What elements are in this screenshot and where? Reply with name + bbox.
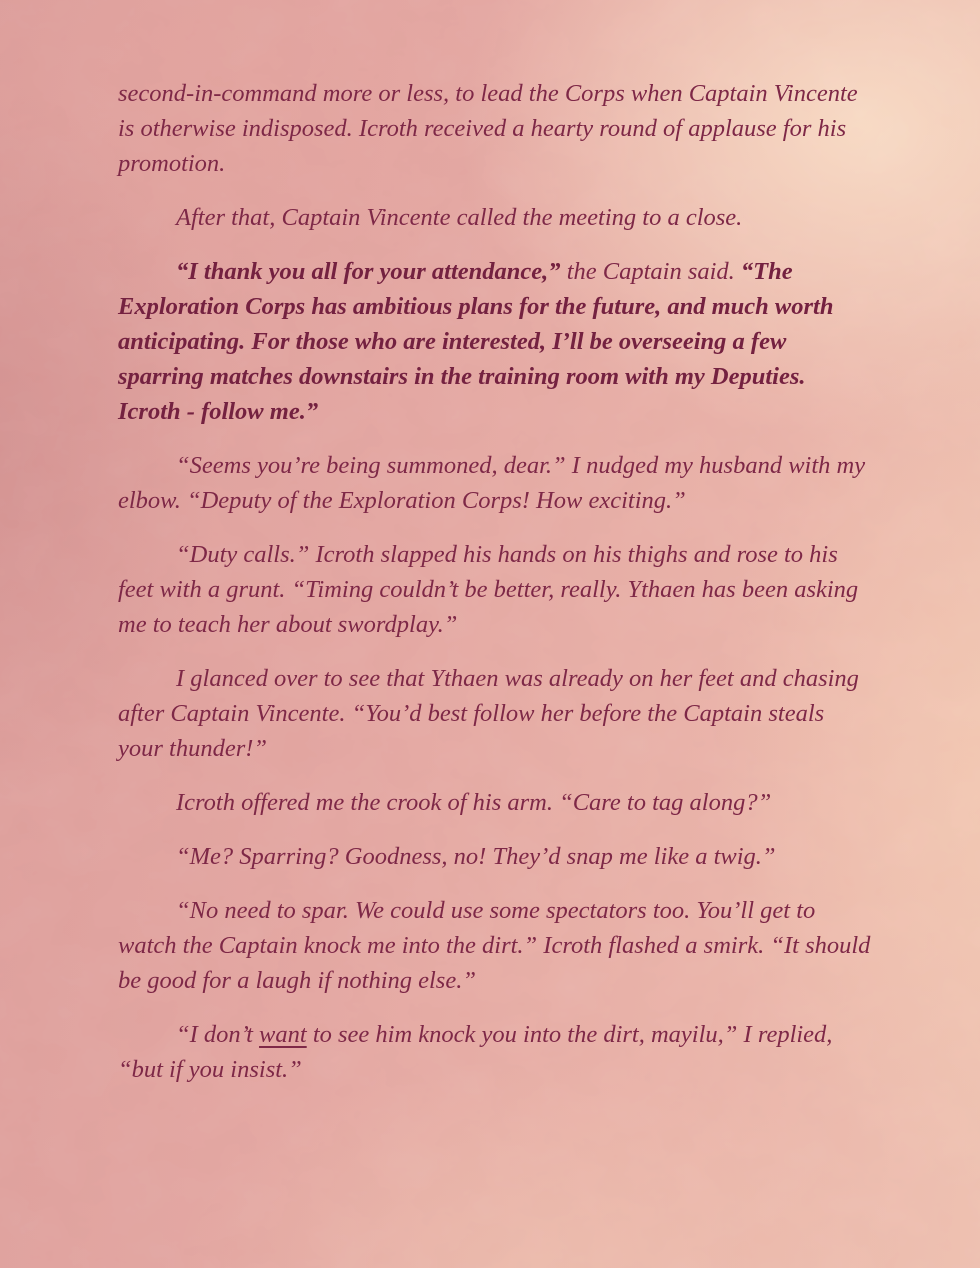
story-paragraph-8 [118, 839, 874, 874]
text-segment: After that, Captain Vincente called the meeting to a close. [176, 204, 743, 231]
story-paragraph-9 [118, 893, 874, 998]
text-segment: I glanced over to see that Ythaen was already on her feet and chasing after Captain Vincente. “You’d best follow her before the Captain steals your thunder!” [118, 665, 859, 762]
text-segment: “I don’t [176, 1021, 260, 1048]
text-segment: to see him knock you into the dirt, mayilu,” I replied, “but if you insist.” [118, 1021, 833, 1083]
story-paragraph-10 [118, 1017, 874, 1087]
bold-speech-segment: “I thank you all for your attendance,” [176, 258, 561, 285]
story-paragraph-2 [118, 200, 874, 235]
story-paragraph-5 [118, 537, 874, 642]
text-segment: Icroth offered me the crook of his arm. “Care to tag along?” [176, 789, 772, 816]
bold-speech-segment: “The Exploration Corps has ambitious plans for the future, and much worth anticipating. For those who are interested, I’ll be overseeing a few sparring matches downstairs in the training room with my Deputies. Icroth - follow me.” [118, 258, 834, 425]
text-segment: “Duty calls.” Icroth slapped his hands on his thighs and rose to his feet with a grunt. “Timing couldn’t be better, really. Ythaen has been asking me to teach her about swordplay.” [118, 541, 859, 638]
text-segment: second-in-command more or less, to lead the Corps when Captain Vincente is otherwise indisposed. Icroth received a hearty round of applause for his promotion. [118, 80, 858, 177]
story-paragraph-4 [118, 448, 874, 518]
text-segment: “No need to spar. We could use some spectators too. You’ll get to watch the Captain knock me into the dirt.” Icroth flashed a smirk. “It should be good for a laugh if nothing else.” [118, 897, 871, 994]
underlined-word: want [259, 1021, 307, 1048]
text-segment: “Seems you’re being summoned, dear.” I nudged my husband with my elbow. “Deputy of the Exploration Corps! How exciting.” [118, 452, 866, 514]
text-segment: “Me? Sparring? Goodness, no! They’d snap me like a twig.” [176, 843, 776, 870]
story-paragraph-3 [118, 254, 874, 429]
story-paragraph-7 [118, 785, 874, 820]
story-text-block [118, 76, 874, 1106]
story-paragraph-6 [118, 661, 874, 766]
story-paragraph-1 [118, 76, 874, 181]
text-segment: the Captain said. [560, 258, 741, 285]
